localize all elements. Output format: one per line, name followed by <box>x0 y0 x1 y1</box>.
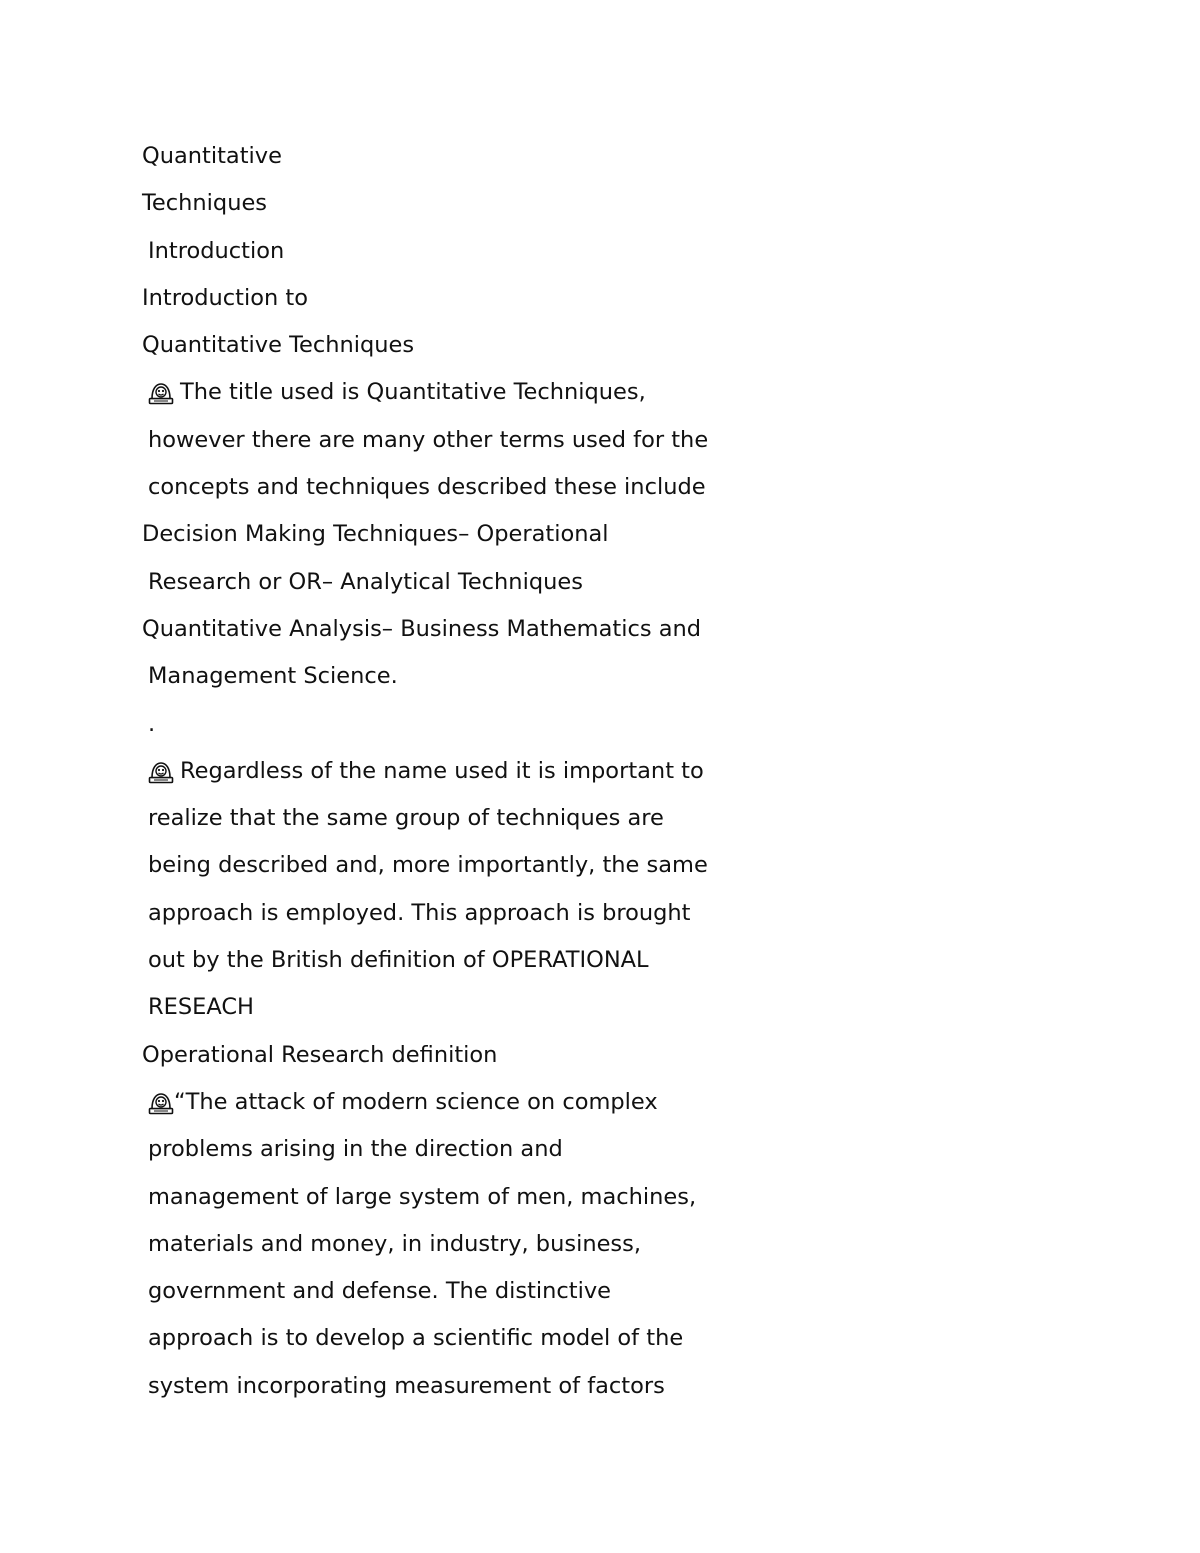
text-line <box>0 275 1200 322</box>
text-line-content: Quantitative Techniques <box>142 332 415 359</box>
text-line <box>0 417 1200 464</box>
text-line-content: Regardless of the name used it is important to <box>180 757 704 784</box>
text-line-content: Introduction <box>148 237 285 264</box>
text-line-content: problems arising in the direction and <box>148 1136 563 1163</box>
text-line-content: Research or OR– Analytical Techniques <box>148 568 583 595</box>
text-line <box>0 890 1200 937</box>
text-line-content: being described and, more importantly, the same <box>148 852 708 879</box>
text-line-content: Decision Making Techniques– Operational <box>142 521 609 548</box>
text-line-content: however there are many other terms used for the <box>148 426 709 453</box>
text-line-content: management of large system of men, machines, <box>148 1183 697 1210</box>
text-line <box>0 1126 1200 1173</box>
text-line <box>0 842 1200 889</box>
text-line-content: Quantitative Analysis– Business Mathematics and <box>142 615 702 642</box>
text-line <box>0 180 1200 227</box>
text-line <box>0 1221 1200 1268</box>
text-line <box>0 984 1200 1031</box>
text-line-content: Introduction to <box>142 284 308 311</box>
text-line-content: “The attack of modern science on complex <box>174 1088 658 1115</box>
text-line-content: system incorporating measurement of factors <box>148 1372 665 1399</box>
bullet-icon <box>148 1091 174 1115</box>
text-line-content: out by the British definition of OPERATIONAL <box>148 947 649 974</box>
text-line <box>0 511 1200 558</box>
text-line-content: concepts and techniques described these include <box>148 474 706 501</box>
document-body <box>0 133 1200 1410</box>
text-line-content: Techniques <box>142 190 268 217</box>
text-line-content: government and defense. The distinctive <box>148 1278 612 1305</box>
text-line <box>0 369 1200 416</box>
bullet-icon <box>148 760 180 784</box>
text-line-content: materials and money, in industry, business, <box>148 1230 642 1257</box>
text-line-content: approach is to develop a scientific model of the <box>148 1325 684 1352</box>
text-line <box>0 1363 1200 1410</box>
text-line <box>0 322 1200 369</box>
text-line-content: Quantitative <box>142 143 282 169</box>
text-line <box>0 1315 1200 1362</box>
text-line-content: realize that the same group of techniques are <box>148 805 664 832</box>
text-line-content: Operational Research definition <box>142 1041 498 1068</box>
text-line <box>0 559 1200 606</box>
text-line <box>0 228 1200 275</box>
text-line <box>0 464 1200 511</box>
bullet-icon <box>148 381 180 405</box>
text-line <box>0 653 1200 700</box>
text-line-content: Management Science. <box>148 663 398 690</box>
text-line <box>0 795 1200 842</box>
text-line <box>0 1174 1200 1221</box>
text-line <box>0 701 1200 748</box>
text-line <box>0 1079 1200 1126</box>
text-line-content: approach is employed. This approach is brought <box>148 899 691 926</box>
text-line <box>0 1032 1200 1079</box>
text-line-content: . <box>148 710 156 737</box>
text-line <box>0 1268 1200 1315</box>
text-line <box>0 133 1200 180</box>
text-line <box>0 937 1200 984</box>
text-line-content: RESEACH <box>148 994 254 1021</box>
text-line-content: The title used is Quantitative Techniques, <box>180 379 646 406</box>
text-line <box>0 748 1200 795</box>
text-line <box>0 606 1200 653</box>
